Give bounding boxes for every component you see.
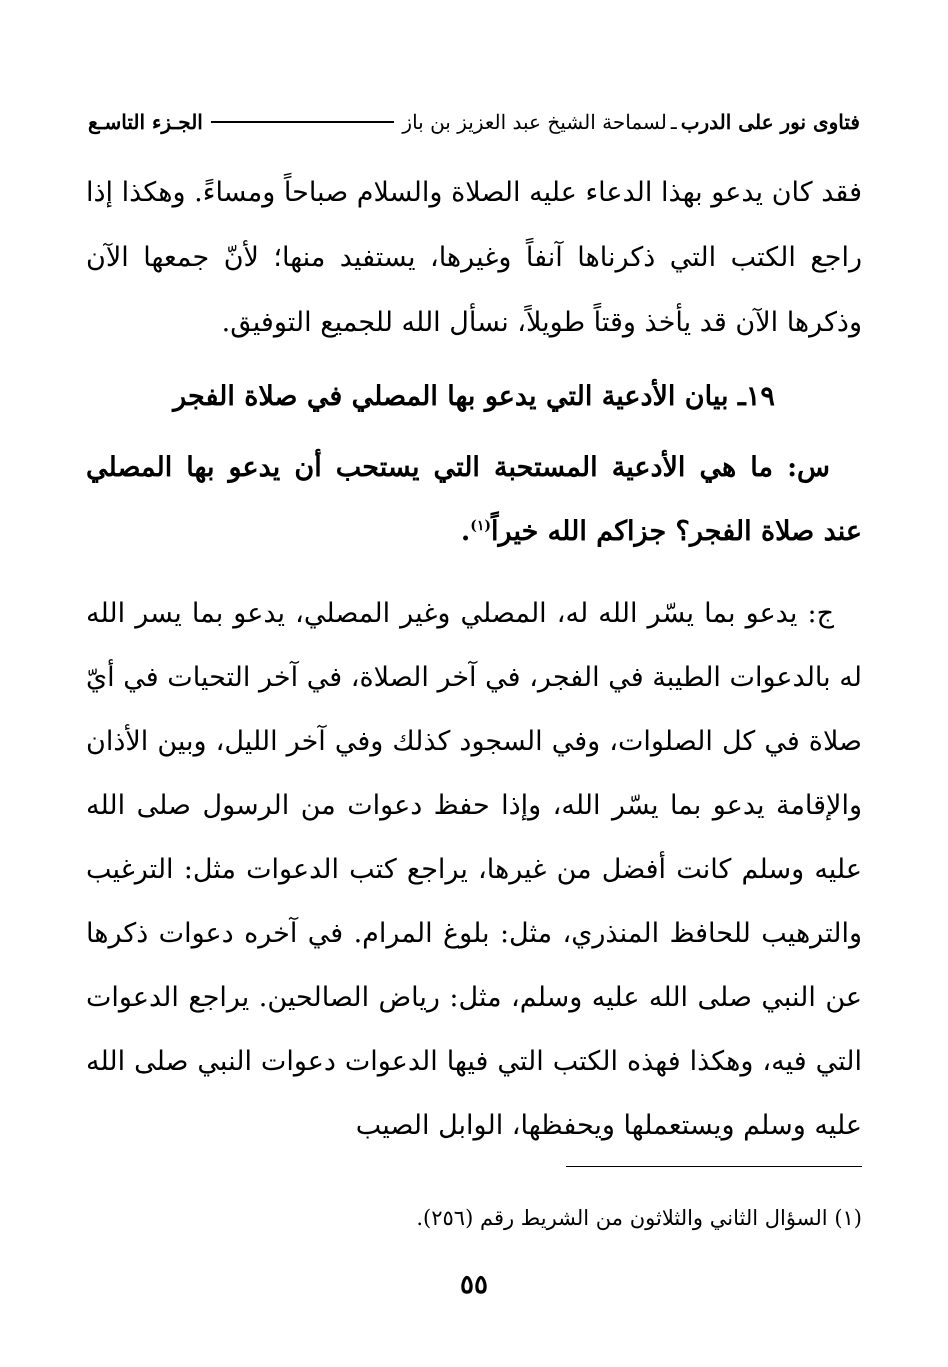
volume-label: الجـزء التاسـع <box>88 110 203 134</box>
page-number: ٥٥ <box>460 1270 488 1300</box>
section-heading: ١٩ـ بيان الأدعية التي يدعو بها المصلي في صلاة الفجر <box>173 381 775 412</box>
footnote-reference: (١) <box>470 518 492 534</box>
intro-paragraph: فقد كان يدعو بهذا الدعاء عليه الصلاة والسلام صباحاً ومساءً. وهكذا إذا راجع الكتب التي ذكرناها آنفاً وغيرها، يستفيد منها؛ لأنّ جمعها الآن وذكرها الآن قد يأخذ وقتاً طويلاً، نسأل الله للجميع التوفيق. <box>86 177 862 338</box>
header-separator: ـ <box>670 110 677 134</box>
footnote-divider <box>566 1166 862 1167</box>
question-paragraph <box>86 436 862 564</box>
book-title: فتاوى نور على الدرب <box>680 110 860 134</box>
question-end: . <box>460 516 471 547</box>
author-line: لسماحة الشيخ عبد العزيز بن باز <box>402 110 667 134</box>
running-header <box>88 104 860 140</box>
answer-paragraph: ج: يدعو بما يسّر الله له، المصلي وغير المصلي، يدعو بما يسر الله له بالدعوات الطيبة في الفجر، في آخر الصلاة، في آخر التحيات في أيّ صلاة في كل الصلوات، وفي السجود كذلك وفي آخر الليل، وبين الأذان والإقامة يدعو بما يسّر الله، وإذا حفظ دعوات من الرسول صلى الله عليه وسلم كانت أفضل من غيرها، يراجع كتب الدعوات مثل: الترغيب والترهيب للحافظ المنذري، مثل: بلوغ المرام. في آخره دعوات ذكرها عن النبي صلى الله عليه وسلم، مثل: رياض الصالحين. يراجع الدعوات التي فيه، وهكذا فهذه الكتب التي فيها الدعوات دعوات النبي صلى الله عليه وسلم ويستعملها ويحفظها، الوابل الصيب <box>86 598 862 1141</box>
footnote: (١) السؤال الثاني والثلاثون من الشريط رقم (٢٥٦). <box>416 1206 862 1230</box>
question-text: س: ما هي الأدعية المستحبة التي يستحب أن يدعو بها المصلي عند صلاة الفجر؟ جزاكم الله خيراً <box>86 452 862 547</box>
header-rule <box>211 121 395 123</box>
